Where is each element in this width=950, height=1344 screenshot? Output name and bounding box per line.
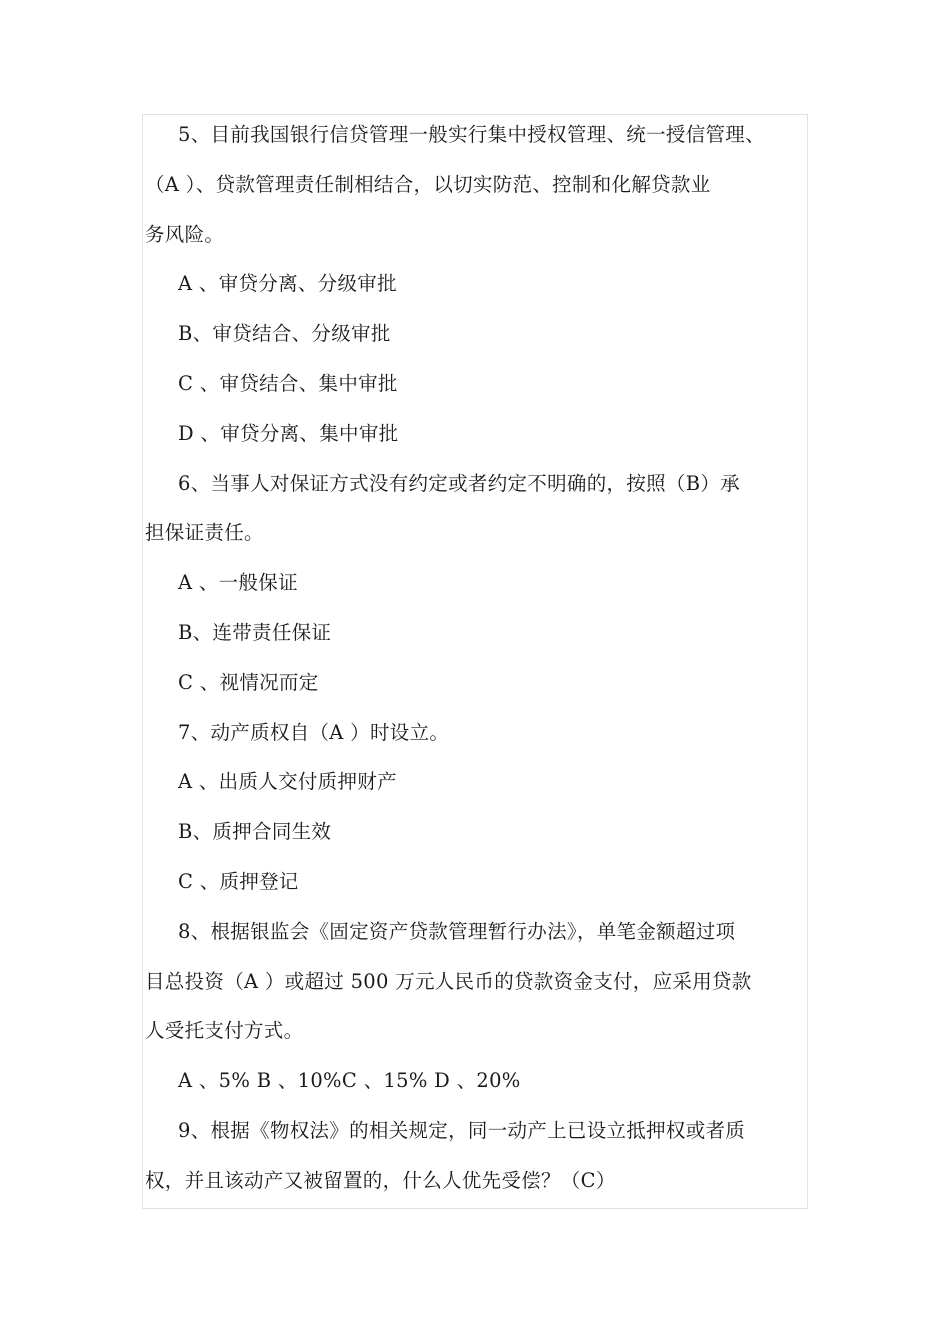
question-5-option-c: C 、审贷结合、集中审批 (178, 371, 398, 395)
question-9-line-2: 权，并且该动产又被留置的，什么人优先受偿？（C） (145, 1168, 616, 1192)
question-8-options: A 、5% B 、10%C 、15% D 、20% (178, 1069, 521, 1093)
question-8-line-1: 8、根据银监会《固定资产贷款管理暂行办法》，单笔金额超过项 (178, 919, 736, 943)
question-5-line-2: （A ）、贷款管理责任制相结合，以切实防范、控制和化解贷款业 (145, 172, 711, 196)
question-6-option-a: A 、一般保证 (178, 571, 298, 595)
question-6-option-b: B、连带责任保证 (178, 620, 332, 644)
question-7-option-c: C 、质押登记 (178, 869, 299, 893)
question-6-option-c: C 、视情况而定 (178, 670, 319, 694)
question-8-line-2: 目总投资（A ）或超过 500 万元人民币的贷款资金支付，应采用贷款 (145, 969, 752, 993)
question-8-line-3: 人受托支付方式。 (145, 1019, 304, 1043)
question-5-option-b: B、审贷结合、分级审批 (178, 322, 391, 346)
question-7-option-b: B、质押合同生效 (178, 820, 332, 844)
question-6-line-2: 担保证责任。 (145, 521, 264, 545)
document-body (145, 110, 807, 1206)
question-9-line-1: 9、根据《物权法》的相关规定，同一动产上已设立抵押权或者质 (178, 1118, 746, 1142)
question-5-option-a: A 、审贷分离、分级审批 (178, 272, 397, 296)
question-7-option-a: A 、出质人交付质押财产 (178, 770, 397, 794)
question-6-line-1: 6、当事人对保证方式没有约定或者约定不明确的，按照（B）承 (178, 471, 740, 495)
question-5-line-3: 务风险。 (145, 222, 225, 246)
question-7-line-1: 7、动产质权自（A ）时设立。 (178, 720, 450, 744)
question-5-option-d: D 、审贷分离、集中审批 (178, 421, 399, 445)
question-5-line-1: 5、目前我国银行信贷管理一般实行集中授权管理、统一授信管理、 (178, 123, 765, 146)
